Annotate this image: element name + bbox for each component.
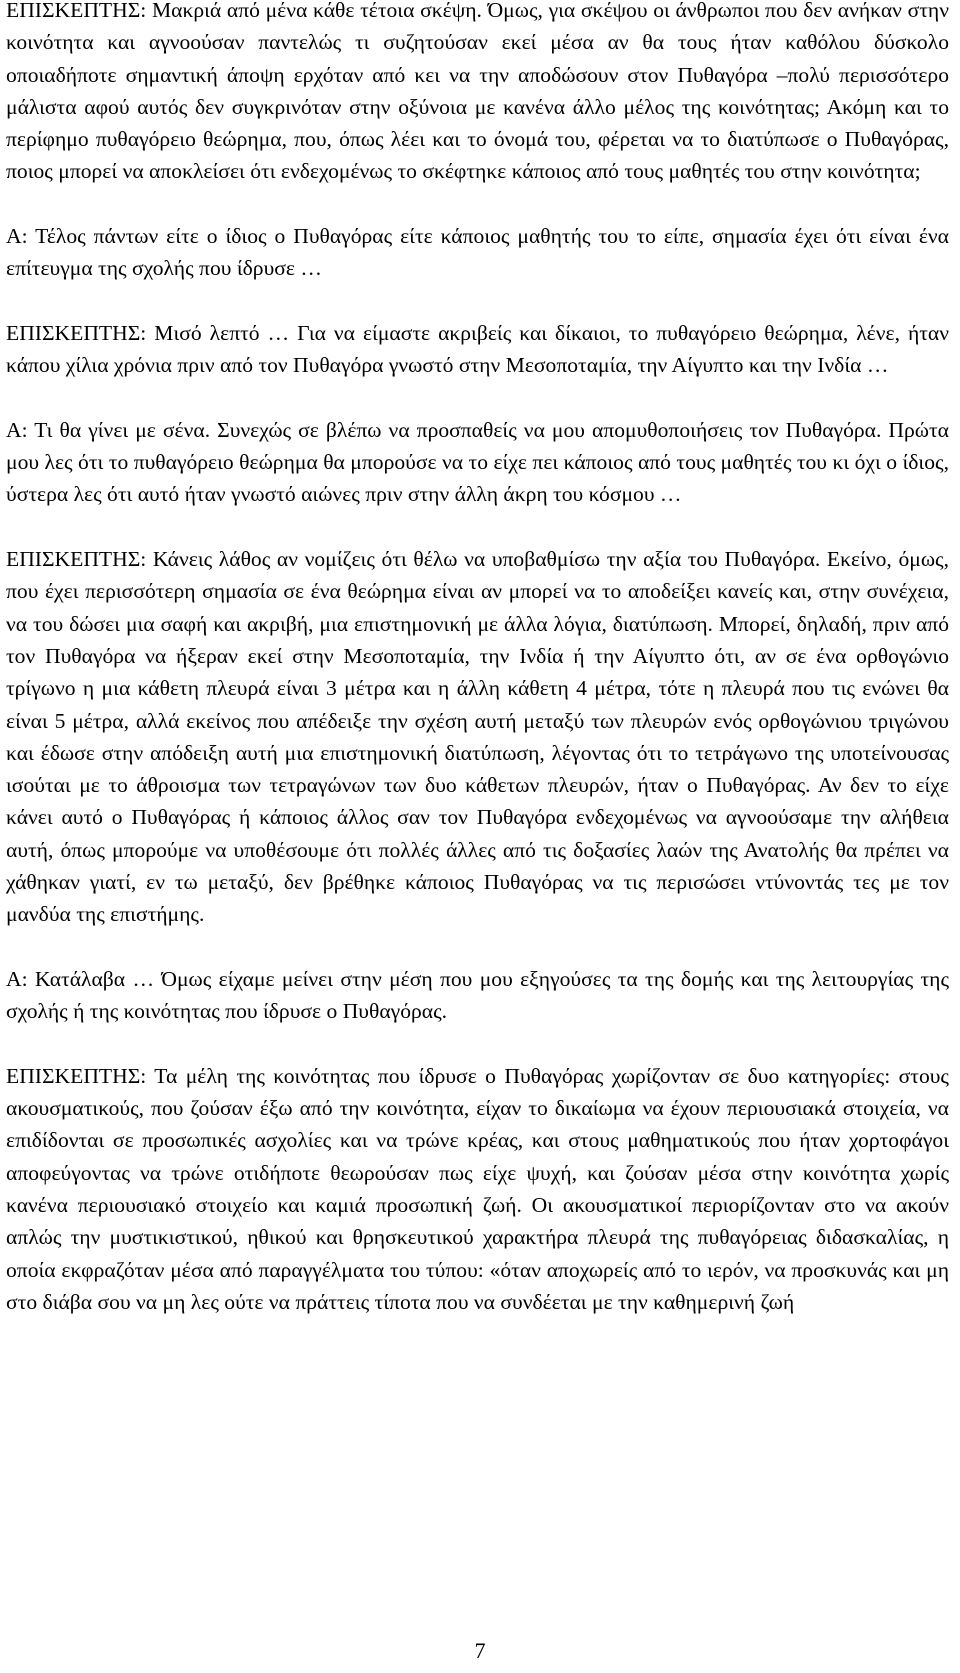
paragraph-a-2: Α: Τι θα γίνει με σένα. Συνεχώς σε βλέπω να προσπαθείς να μου απομυθοποιήσεις τον Πυθαγόρα. Πρώτα μου λες ότι το πυθαγόρειο θεώρημα θα μπορούσε να το είχε πει κάποιος από τους μαθητές του κι όχι ο ίδιος, ύστερα λες ότι αυτό ήταν γνωστό αιώνες πριν στην άλλη άκρη του κόσμου … (6, 417, 949, 507)
paragraph-visitor-2: ΕΠΙΣΚΕΠΤΗΣ: Μισό λεπτό … Για να είμαστε ακριβείς και δίκαιοι, το πυθαγόρειο θεώρημα, λένε, ήταν κάπου χίλια χρόνια πριν από τον Πυθαγόρα γνωστό στην Μεσοποταμία, την Αίγυπτο και την Ινδία … (6, 320, 949, 378)
dialogue-text (6, 0, 949, 1318)
paragraph-visitor-1: ΕΠΙΣΚΕΠΤΗΣ: Μακριά από μένα κάθε τέτοια σκέψη. Όμως, για σκέψου οι άνθρωποι που δεν ανήκαν στην κοινότητα και αγνοούσαν παντελώς τι συζητούσαν εκεί μέσα αν θα τους ήταν καθόλου δύσκολο οποιαδήποτε σημαντική άποψη ερχόταν από κει να την αποδώσουν στον Πυθαγόρα –πολύ περισσότερο μάλιστα αφού αυτός δεν συγκρινόταν στην οξύνοια με κανένα άλλο μέλος της κοινότητας; Ακόμη και το περίφημο πυθαγόρειο θεώρημα, που, όπως λέει και το όνομά του, φέρεται να το διατύπωσε ο Πυθαγόρας, ποιος μπορεί να αποκλείσει ότι ενδεχομένως το σκέφτηκε κάποιος από τους μαθητές του στην κοινότητα; (6, 0, 949, 184)
page-number: 7 (474, 1638, 486, 1663)
paragraph-visitor-3: ΕΠΙΣΚΕΠΤΗΣ: Κάνεις λάθος αν νομίζεις ότι θέλω να υποβαθμίσω την αξία του Πυθαγόρα. Εκείνο, όμως, που έχει περισσότερη σημασία σε ένα θεώρημα είναι αν μπορεί να το αποδείξει κανείς και, στην συνέχεια, να του δώσει μια σαφή και ακριβή, μια επιστημονική με άλλα λόγια, διατύπωση. Μπορεί, δηλαδή, πριν από τον Πυθαγόρα να ήξεραν εκεί στην Μεσοποταμία, την Ινδία ή την Αίγυπτο ότι, αν σε ένα ορθογώνιο τρίγωνο η μια κάθετη πλευρά είναι 3 μέτρα και η άλλη κάθετη 4 μέτρα, τότε η πλευρά που τις ενώνει θα είναι 5 μέτρα, αλλά εκείνος που απέδειξε την σχέση αυτή μεταξύ των πλευρών ενός ορθογώνιου τριγώνου και έδωσε στην απόδειξη αυτή μια επιστημονική διατύπωση, λέγοντας ότι το τετράγωνο της υποτείνουσας ισούται με το άθροισμα των τετραγώνων των δυο κάθετων πλευρών, ήταν ο Πυθαγόρας. Αν δεν το είχε κάνει αυτό ο Πυθαγόρας ή κάποιος άλλος σαν τον Πυθαγόρα ενδεχομένως να αγνοούσαμε την αλήθεια αυτή, όπως μπορούμε να υποθέσουμε ότι πολλές άλλες από τις δοξασίες λαών της Ανατολής θα πρέπει να χάθηκαν γιατί, εν τω μεταξύ, δεν βρέθηκε κάποιος Πυθαγόρας να τις περισώσει ντύνοντάς τες με τον μανδύα της επιστήμης. (6, 547, 949, 927)
paragraph-a-1: Α: Τέλος πάντων είτε ο ίδιος ο Πυθαγόρας είτε κάποιος μαθητής του το είπε, σημασία έχει ότι είναι ένα επίτευγμα της σχολής που ίδρυσε … (6, 224, 949, 281)
paragraph-a-3: Α: Κατάλαβα … Όμως είχαμε μείνει στην μέση που μου εξηγούσες τα της δομής και της λειτουργίας της σχολής ή της κοινότητας που ίδρυσε ο Πυθαγόρας. (6, 966, 949, 1024)
paragraph-visitor-4: ΕΠΙΣΚΕΠΤΗΣ: Τα μέλη της κοινότητας που ίδρυσε ο Πυθαγόρας χωρίζονταν σε δυο κατηγορίες: στους ακουσματικούς, που ζούσαν έξω από την κοινότητα, είχαν το δικαίωμα να έχουν περιουσιακά στοιχεία, να επιδίδονται σε προσωπικές ασχολίες και να τρώνε κρέας, και στους μαθηματικούς που ήταν χορτοφάγοι αποφεύγοντας να τρώνε οτιδήποτε θεωρούσαν πως είχε ψυχή, και ζούσαν μέσα στην κοινότητα χωρίς κανένα περιουσιακό στοιχείο και καμιά προσωπική ζωή. Οι ακουσματικοί περιορίζονταν στο να ακούν απλώς την μυστικιστικού, ηθικού και θρησκευτικού χαρακτήρα πλευρά της πυθαγόρειας διδασκαλίας, η οποία εκφραζόταν μέσα από παραγγέλματα του τύπου: «όταν αποχωρείς από το ιερόν, να προσκυνάς και μη στο διάβα σου να μη λες ούτε να πράττεις τίποτα που να συνδέεται με την καθημερινή ζωή (6, 1063, 949, 1314)
